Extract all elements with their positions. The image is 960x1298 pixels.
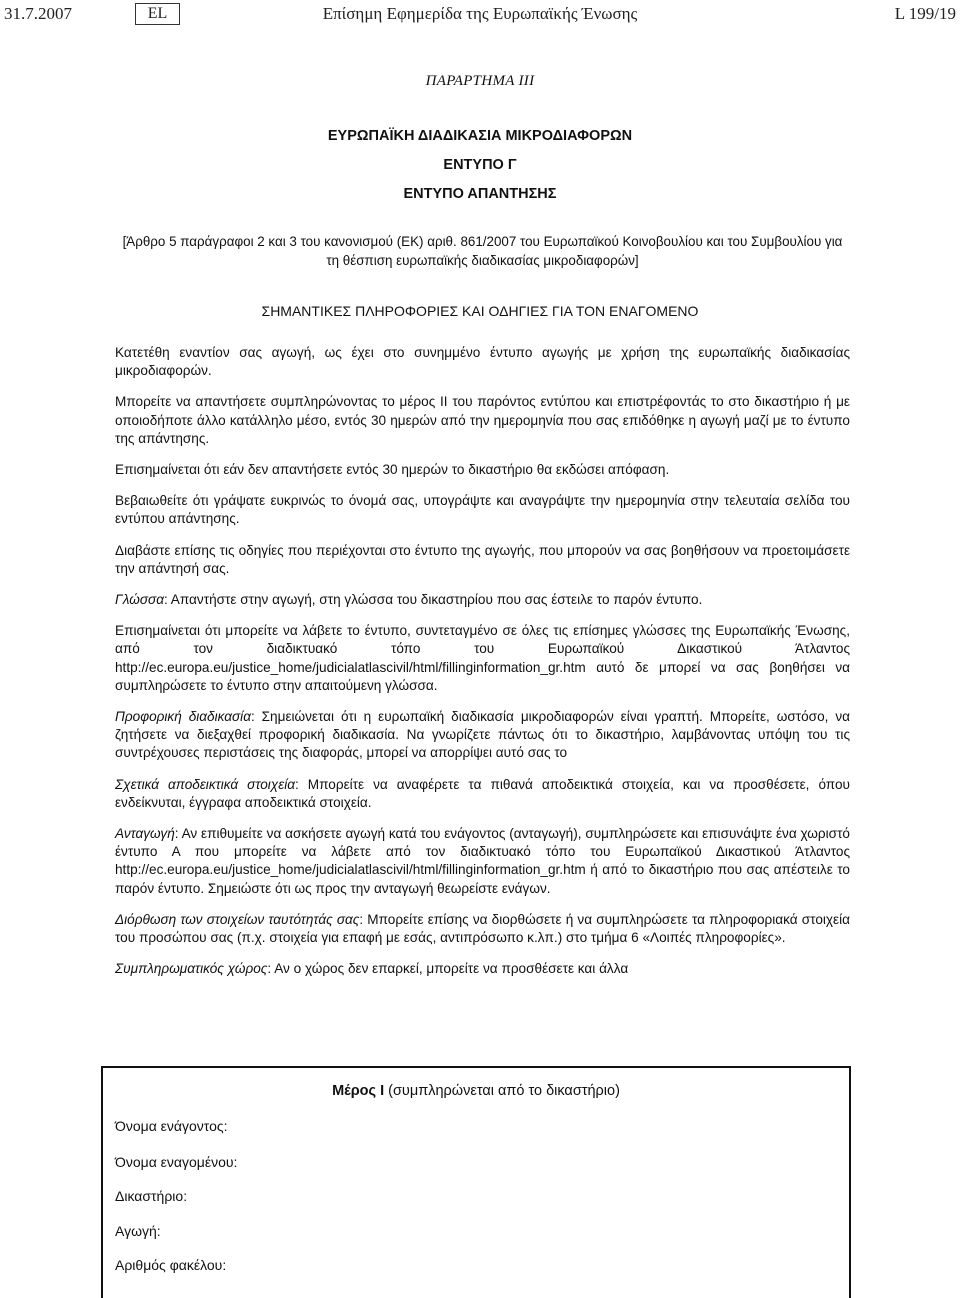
journal-title: Επίσημη Εφημερίδα της Ευρωπαϊκής Ένωσης xyxy=(322,4,638,23)
paragraph-sign-date: Βεβαιωθείτε ότι γράψατε ευκρινώς το όνομά σας, υπογράψτε και αναγράψτε την ημερομηνία στην τελευταία σελίδα του εντύπου απάντησης. xyxy=(115,493,850,527)
important-heading: ΣΗΜΑΝΤΙΚΕΣ ΠΛΗΡΟΦΟΡΙΕΣ ΚΑΙ ΟΔΗΓΙΕΣ ΓΙΑ ΤΟΝ ΕΝΑΓΟΜΕΝΟ xyxy=(261,303,699,319)
paragraph-correction: Διόρθωση των στοιχείων ταυτότητάς σας: Μπορείτε επίσης να διορθώσετε ή να συμπληρώσετε τα πληροφοριακά στοιχεία του προσώπου σας (π.χ. στοιχεία για επαφή με εσάς, αντιπρόσωπο κ.λπ.) στο τμήμα 6 «Λοιπές πληροφορίες». xyxy=(115,911,850,946)
paragraph-how-to-reply: Μπορείτε να απαντήσετε συμπληρώνοντας το μέρος II του παρόντος εντύπου και επιστρέφοντάς το στο δικαστήριο ή με οποιοδήποτε άλλο κατάλληλο μέσο, εντός 30 ημερών από την ημερομηνία που σας επιδόθηκε η αγωγή μαζί με το έντυπο της απάντησης. xyxy=(115,394,850,446)
paragraph-oral-hearing: Προφορική διαδικασία: Σημειώνεται ότι η ευρωπαϊκή διαδικασία μικροδιαφορών είναι γραπτή. Μπορείτε, ωστόσο, να ζητήσετε να διεξαχθεί προφορική διαδικασία. Να γνωρίζετε πάντως ότι το δικαστήριο, λαμβάνοντας υπόψη του τις συντρέχουσες περιστάσεις της διαφοράς, μπορεί να απορρίψει αυτό σας το xyxy=(115,709,850,761)
paragraph-deadline: Επισημαίνεται ότι εάν δεν απαντήσετε εντός 30 ημερών το δικαστήριο θα εκδώσει απόφαση. xyxy=(115,462,670,478)
page-number: L 199/19 xyxy=(894,4,956,23)
additional-space-label: Συμπληρωματικός χώρος xyxy=(115,961,268,977)
court-field: Δικαστήριο: xyxy=(115,1188,188,1204)
paragraph-additional-space: Συμπληρωματικός χώρος: Αν ο χώρος δεν επαρκεί, μπορείτε να προσθέσετε και άλλα xyxy=(115,961,629,977)
claim-field: Αγωγή: xyxy=(115,1223,161,1239)
form-code-title: ΕΝΤΥΠΟ Γ xyxy=(443,157,517,173)
procedure-title: ΕΥΡΩΠΑΪΚΗ ΔΙΑΔΙΚΑΣΙΑ ΜΙΚΡΟΔΙΑΦΟΡΩΝ xyxy=(327,128,633,144)
counterclaim-label: Ανταγωγή xyxy=(115,826,175,842)
instructions-body xyxy=(115,344,850,991)
paragraph-form-availability: Επισημαίνεται ότι μπορείτε να λάβετε το έντυπο, συντεταγμένο σε όλες τις επίσημες γλώσσες της Ευρωπαϊκής Ένωσης, από τον διαδικτυακό τόπο του Ευρωπαϊκού Δικαστικού Άτλαντος http://ec.europa.eu/justice_home/judicialatlascivil/html/fillinginformation_gr.htm αυτό δε μπορεί να σας βοηθήσει να συμπληρώσετε το έντυπο στην απαιτούμενη γλώσσα. xyxy=(115,623,850,693)
legal-basis: [Άρθρο 5 παράγραφοι 2 και 3 του κανονισμού (ΕΚ) αριθ. 861/2007 του Ευρωπαϊκού Κοινοβουλίου και του Συμβουλίου για τη θέσπιση ευρωπαϊκής διαδικασίας μικροδιαφορών] xyxy=(122,234,843,268)
annex-label: ΠΑΡΑΡΤΗΜΑ III xyxy=(425,73,535,89)
part-one-title xyxy=(103,1083,849,1099)
defendant-name-field: Όνομα εναγομένου: xyxy=(115,1154,238,1170)
part-one-label: Μέρος I xyxy=(332,1083,385,1099)
paragraph-counterclaim: Ανταγωγή: Αν επιθυμείτε να ασκήσετε αγωγή κατά του ενάγοντος (ανταγωγή), συμπληρώσετε και επισυνάψτε ένα χωριστό έντυπο Α που μπορείτε να λάβετε από τον διαδικτυακό τόπο του Ευρωπαϊκού Δικαστικού Άτλαντος http://ec.europa.eu/justice_home/judicialatlascivil/html/fillinginformation_gr.htm ή από το δικαστήριο που σας απέστειλε το παρόν έντυπο. Σημειώστε ότι ως προς την ανταγωγή θεωρείστε ενάγων. xyxy=(115,826,850,896)
oral-hearing-label: Προφορική διαδικασία xyxy=(115,709,251,725)
paragraph-read-guidance: Διαβάστε επίσης τις οδηγίες που περιέχονται στο έντυπο της αγωγής, που μπορούν να σας βοηθήσουν να προετοιμάσετε την απάντησή σας. xyxy=(115,542,850,576)
paragraph-language: Γλώσσα: Απαντήστε στην αγωγή, στη γλώσσα του δικαστηρίου που σας έστειλε το παρόν έντυπο. xyxy=(115,592,703,608)
court-section-box xyxy=(101,1066,851,1298)
claimant-name-field: Όνομα ενάγοντος: xyxy=(115,1118,228,1134)
paragraph-evidence: Σχετικά αποδεικτικά στοιχεία: Μπορείτε να αναφέρετε τα πιθανά αποδεικτικά στοιχεία, και να προσθέσετε, όπου ενδείκνυται, έγγραφα αποδεικτικά στοιχεία. xyxy=(115,776,850,810)
form-name-title: ΕΝΤΥΠΟ ΑΠΑΝΤΗΣΗΣ xyxy=(403,186,557,202)
language-label: Γλώσσα xyxy=(115,592,164,608)
paragraph-claim-filed: Κατετέθη εναντίον σας αγωγή, ως έχει στο συνημμένο έντυπο αγωγής με χρήση της ευρωπαϊκής διαδικασίας μικροδιαφορών. xyxy=(115,345,850,379)
case-number-field: Αριθμός φακέλου: xyxy=(115,1257,227,1273)
evidence-label: Σχετικά αποδεικτικά στοιχεία xyxy=(115,776,295,792)
part-one-note: (συμπληρώνεται από το δικαστήριο) xyxy=(384,1083,620,1099)
correction-label: Διόρθωση των στοιχείων ταυτότητάς σας xyxy=(115,911,360,927)
publication-date: 31.7.2007 xyxy=(4,4,72,23)
language-badge: EL xyxy=(135,3,180,25)
journal-header xyxy=(0,0,960,30)
